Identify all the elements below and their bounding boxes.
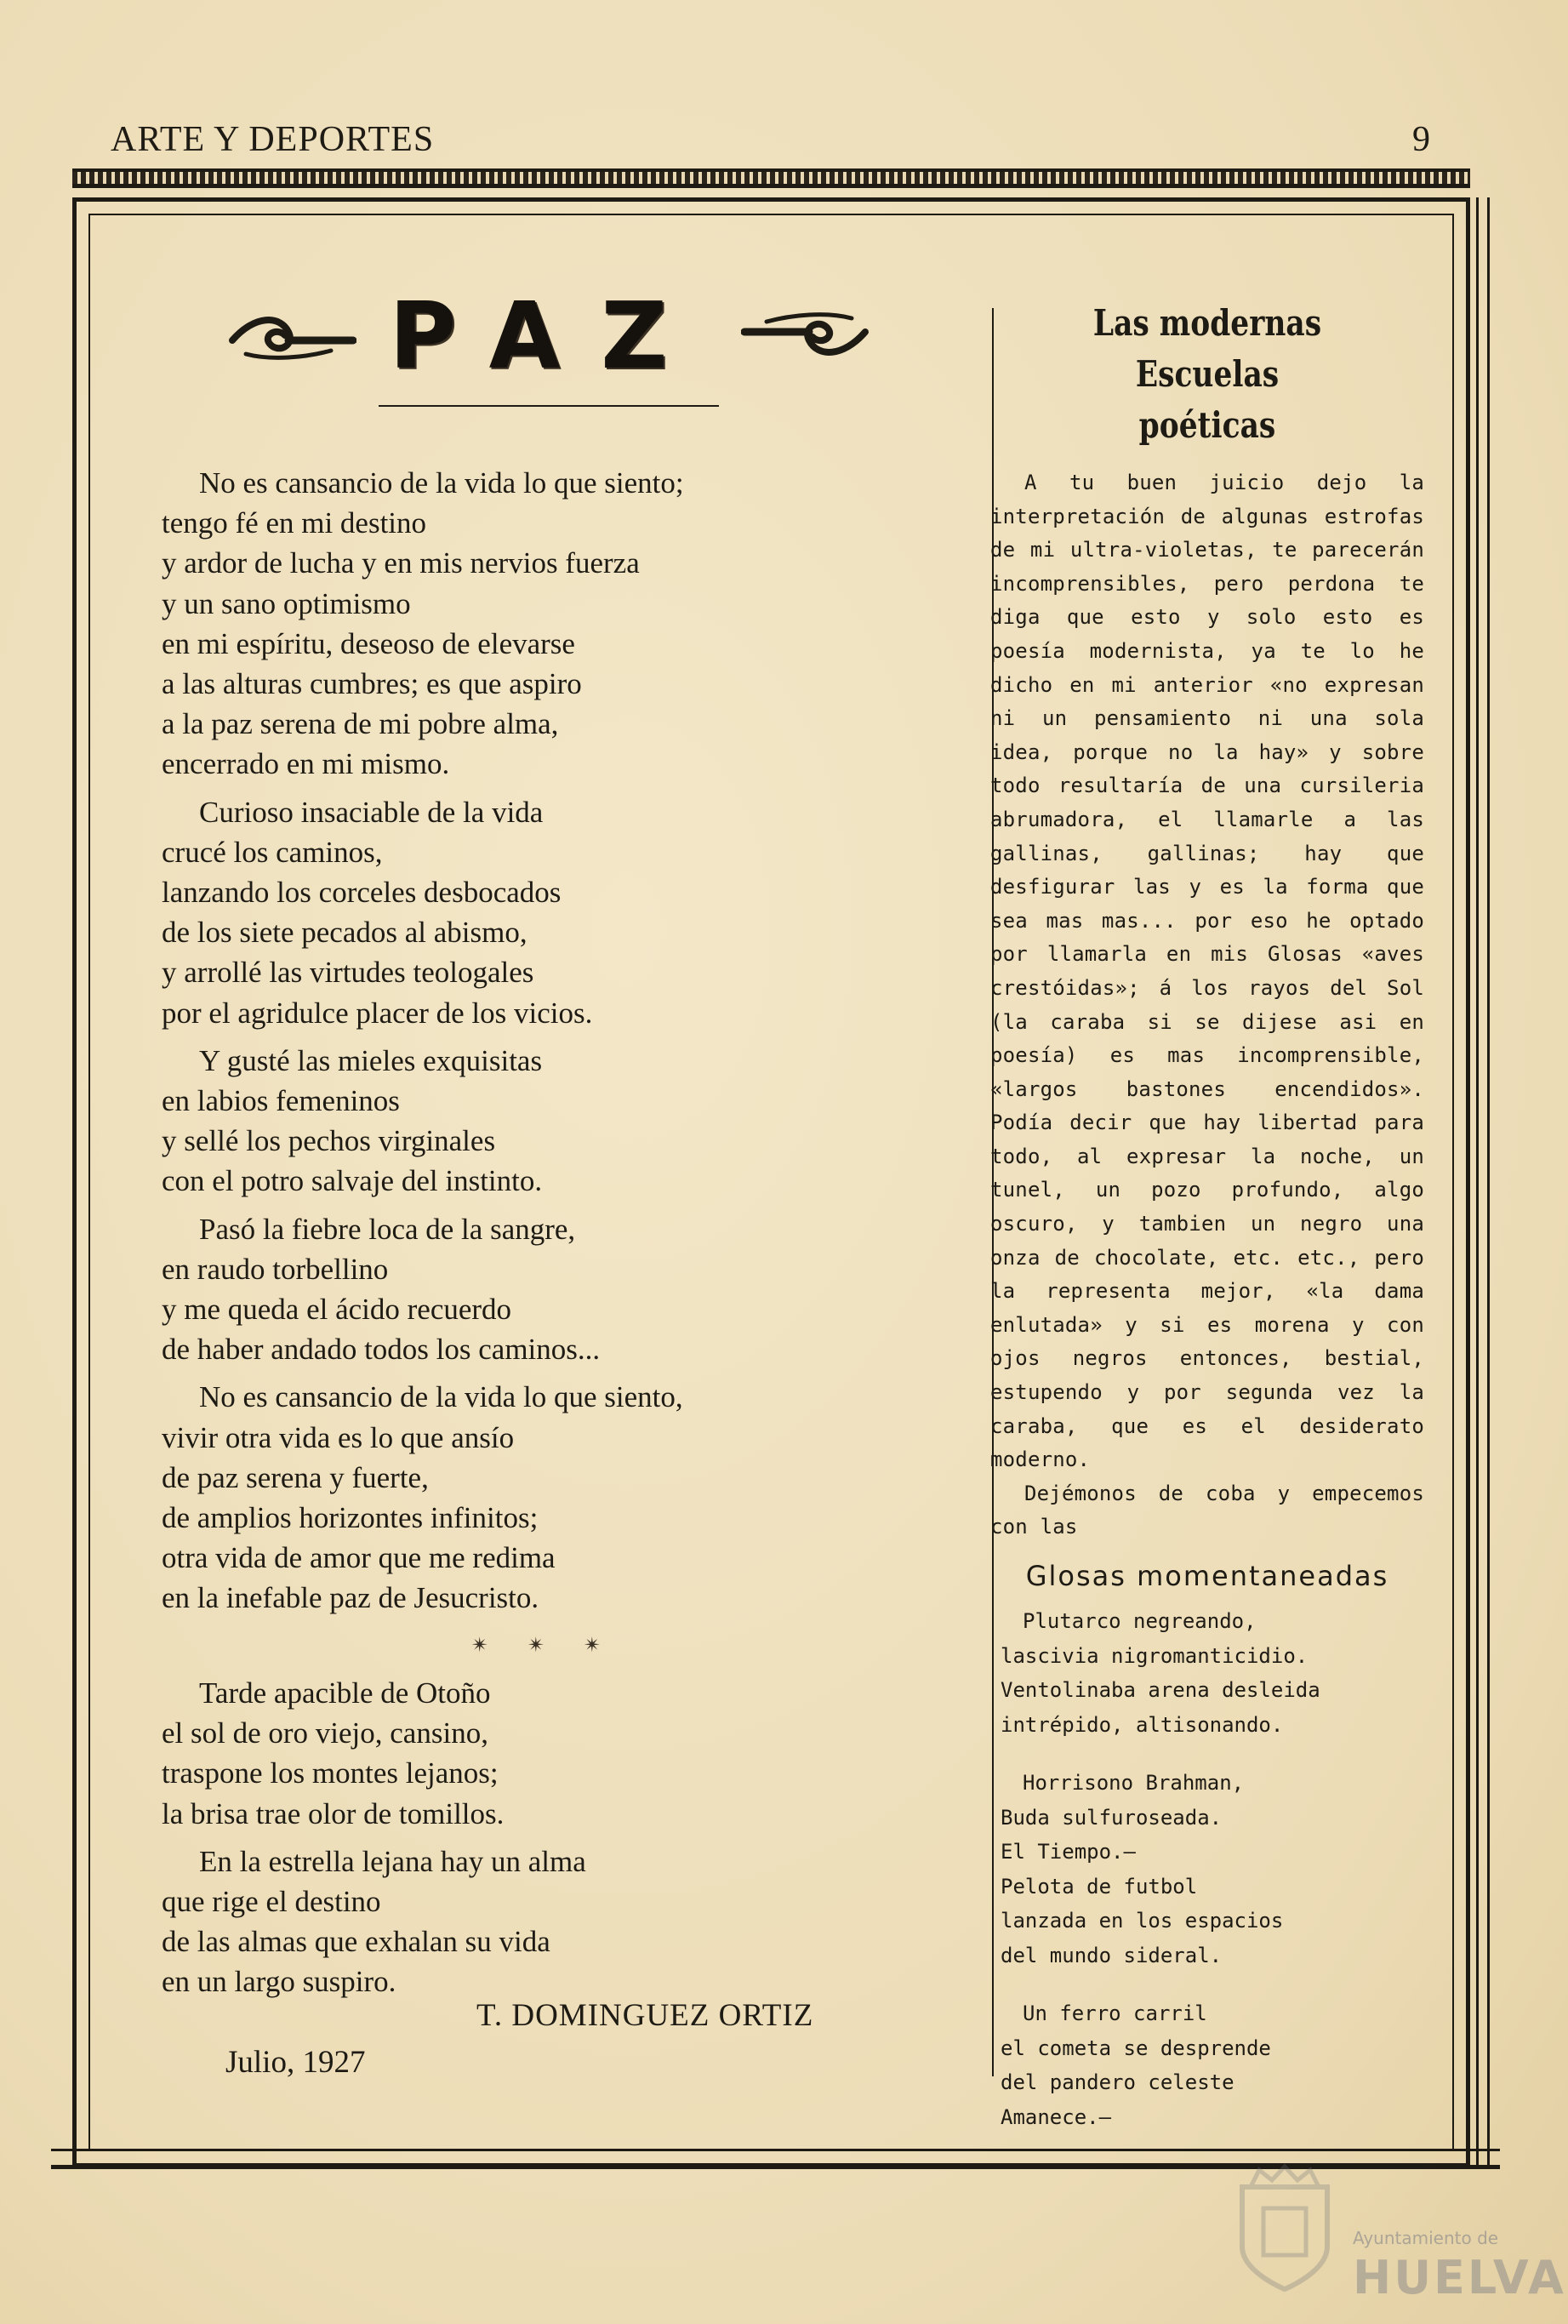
poem-body <box>162 463 927 2010</box>
verse-line: Ventolinaba arena desleida <box>1001 1678 1320 1702</box>
article-title-line: poéticas <box>1138 404 1276 446</box>
article-paragraph: A tu buen juicio dejo la interpretación de algunas estrofas de mi ultra-violetas, te parecerán incomprensibles, pero perdona te diga que esto y solo esto es poesía modernista, ya te lo he dicho en mi anterior «no expresan ni un pensamiento ni una sola idea, porque no la hay» y sobre todo resultaría de una cursileria abrumadora, el llamarle a las gallinas, gallinas; hay que desfigurar las y es la forma que sea mas mas... por eso he optado por llamarla en mis Glosas «aves crestóidas»; á los rayos del Sol (la caraba si se dijese asi en poesía) es mas incomprensible, «largos bastones encendidos». Podía decir que hay libertad para todo, al expresar la noche, un tunel, un pozo profundo, algo oscuro, y tambien un negro una onza de chocolate, etc. etc., pero la representa mejor, «la dama enlutada» y si es morena y con ojos negros entonces, bestial, estupendo y por segunda vez la caraba, que es el desiderato moderno. <box>990 471 1424 1472</box>
poem-stanza <box>162 463 927 785</box>
poem-line: tengo fé en mi destino <box>162 506 427 540</box>
poem-line: de paz serena y fuerte, <box>162 1460 429 1494</box>
poem-line: a la paz serena de mi pobre alma, <box>162 707 559 741</box>
verse-line: del pandero celeste <box>1001 2070 1234 2094</box>
poem-line: la brisa trae olor de tomillos. <box>162 1796 505 1830</box>
article-column <box>990 298 1424 2158</box>
poem-line: en un largo suspiro. <box>162 1965 396 1999</box>
poem-stanza <box>162 792 927 1033</box>
poem-date: Julio, 1927 <box>225 2045 366 2080</box>
poem-stanza <box>162 1377 927 1618</box>
poem-signature: T. DOMINGUEZ ORTIZ <box>476 1998 814 2033</box>
watermark-text: HUELVA <box>1353 2251 1566 2304</box>
poem-stanza <box>162 1041 927 1202</box>
poem-line: Curioso insaciable de la vida <box>199 795 544 829</box>
poem-line: que rige el destino <box>162 1884 381 1918</box>
poem-line: y un sano optimismo <box>162 586 411 620</box>
poem-line: y arrollé las virtudes teologales <box>162 956 534 990</box>
poem-line: No es cansancio de la vida lo que siento; <box>199 466 684 500</box>
glosa-verse <box>1001 1996 1424 2134</box>
poem-line: Y gusté las mieles exquisitas <box>199 1043 543 1077</box>
verse-line: lascivia nigromanticidio. <box>1001 1643 1309 1668</box>
poem-line: Tarde apacible de Otoño <box>199 1676 491 1710</box>
verse-line: del mundo sideral. <box>1001 1943 1223 1967</box>
verse-line: El Tiempo.— <box>1001 1840 1136 1864</box>
poem-line: en labios femeninos <box>162 1084 400 1118</box>
poem-line: encerrado en mi mismo. <box>162 747 450 781</box>
poem-line: el sol de oro viejo, cansino, <box>162 1716 488 1750</box>
poem-title-underline <box>379 405 719 407</box>
poem-line: por el agridulce placer de los vicios. <box>162 996 593 1030</box>
poem-line: de amplios horizontes infinitos; <box>162 1501 539 1535</box>
poem-line: lanzando los corceles desbocados <box>162 876 562 910</box>
poem-title-row <box>153 283 944 390</box>
running-title: ARTE Y DEPORTES <box>111 120 435 159</box>
running-head <box>111 119 1440 162</box>
poem-line: de los siete pecados al abismo, <box>162 916 527 950</box>
poem-line: Pasó la fiebre loca de la sangre, <box>199 1212 576 1246</box>
poem-line: en raudo torbellino <box>162 1252 389 1286</box>
poem-line: vivir otra vida es lo que ansío <box>162 1420 515 1454</box>
poem-line: a las alturas cumbres; es que aspiro <box>162 667 582 701</box>
verse-line: lanzada en los espacios <box>1001 1909 1284 1933</box>
poem-stanza <box>162 1673 927 1834</box>
poem-line: y me queda el ácido recuerdo <box>162 1293 512 1327</box>
verse-line: Pelota de futbol <box>1001 1874 1198 1899</box>
verse-line: Un ferro carril <box>1023 2001 1207 2025</box>
poem-line: y ardor de lucha y en mis nervios fuerza <box>162 546 640 580</box>
article-title <box>1029 298 1385 451</box>
article-title-line: Las modernas Escuelas <box>1092 302 1322 395</box>
verse-line: el cometa se desprende <box>1001 2036 1271 2060</box>
article-body <box>990 466 1424 1545</box>
glosa-verse <box>1001 1604 1424 1742</box>
poem-stanza <box>162 1841 927 2002</box>
poem-line: con el potro salvaje del instinto. <box>162 1164 543 1198</box>
verse-line: intrépido, altisonando. <box>1001 1712 1284 1737</box>
verse-line: Buda sulfuroseada. <box>1001 1805 1223 1830</box>
article-paragraph: Dejémonos de coba y empecemos con las <box>990 1481 1424 1539</box>
poem-line: crucé los caminos, <box>162 835 383 869</box>
page-number: 9 <box>1412 120 1430 159</box>
poem-line: traspone los montes lejanos; <box>162 1756 499 1790</box>
watermark-text: Ayuntamiento de <box>1353 2228 1499 2248</box>
left-flourish-icon <box>229 306 356 366</box>
poem-line: en mi espíritu, deseoso de elevarse <box>162 626 575 660</box>
stanza-separator: ✴ ✴ ✴ <box>470 1634 619 1657</box>
right-flourish-icon <box>741 306 869 366</box>
page-frame-right-bar <box>1476 197 1490 2167</box>
poem-line: y sellé los pechos virginales <box>162 1124 496 1158</box>
poem-line: de las almas que exhalan su vida <box>162 1925 550 1959</box>
verse-line: Horrisono Brahman, <box>1023 1771 1245 1795</box>
poem-title: PAZ <box>389 283 709 390</box>
poem-line: en la inefable paz de Jesucristo. <box>162 1581 539 1615</box>
poem-line: otra vida de amor que me redima <box>162 1541 556 1575</box>
header-rule <box>72 168 1470 188</box>
glosas-heading: Glosas momentaneadas <box>1025 1560 1389 1592</box>
poem-line: No es cansancio de la vida lo que siento, <box>199 1380 683 1414</box>
poem-line: de haber andado todos los caminos... <box>162 1333 601 1367</box>
poem-stanza <box>162 1209 927 1370</box>
verse-line: Plutarco negreando, <box>1023 1609 1257 1633</box>
poem-line: En la estrella lejana hay un alma <box>199 1844 586 1878</box>
verse-line: Amanece.— <box>1001 2104 1112 2129</box>
glosa-verse <box>1001 1766 1424 1973</box>
